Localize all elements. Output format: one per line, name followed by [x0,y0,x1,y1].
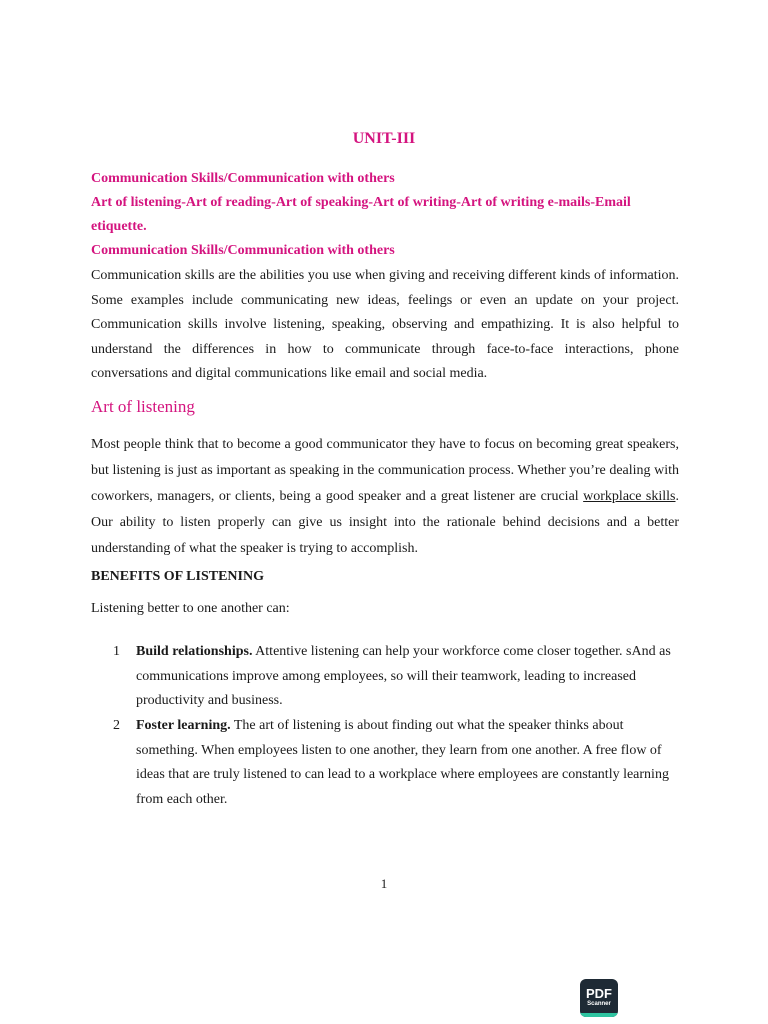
list-item-number: 2 [113,718,120,733]
topics-line: Art of listening-Art of reading-Art of speaking-Art of writing-Art of writing e-mails-Email etiquette. [91,195,631,234]
subheading-communication-skills-repeat: Communication Skills/Communication with others [91,243,395,258]
listening-paragraph-text-1: Most people think that to become a good communicator they have to focus on becoming great speakers, but listening is just as important as speaking in the communication process. Whether you’re dealing with coworkers, managers, or clients, being a good speaker and a great listener are crucial [91,437,679,504]
section-heading-art-of-listening: Art of listening [91,397,195,416]
pdf-scanner-logo-accent-bar [580,1013,618,1017]
workplace-skills-link[interactable]: workplace skills [583,489,676,504]
pdf-scanner-logo [580,979,618,1017]
list-item [113,714,673,812]
page-number: 1 [380,876,388,891]
list-item [113,640,673,714]
list-item-content [136,714,673,812]
list-item-number: 1 [113,644,120,659]
list-item-title: Build relationships. [136,644,253,659]
benefits-intro: Listening better to one another can: [91,601,290,616]
list-item-text: Attentive listening can help your workforce come closer together. sAnd as communications improve among employees, so will their teamwork, leading to increased productivity and business. [136,644,671,708]
listening-paragraph [91,432,679,562]
benefits-heading: BENEFITS OF LISTENING [91,569,264,584]
pdf-scanner-logo-top: PDF [586,986,612,1001]
subheading-communication-skills: Communication Skills/Communication with others [91,171,395,186]
pdf-scanner-logo-bottom: Scanner [587,1001,611,1007]
list-item-text: The art of listening is about finding out what the speaker thinks about something. When employees listen to one another, they learn from one another. A free flow of ideas that are truly listened to can lead to a workplace where employees are constantly learning from each other. [136,718,669,807]
list-item-title: Foster learning. [136,718,231,733]
listening-paragraph-text-2: . Our ability to listen properly can give us insight into the rationale behind decisions and a better understanding of what the speaker is trying to accomplish. [91,489,679,556]
list-item-content [136,640,673,714]
unit-title: UNIT-III [352,130,416,147]
intro-paragraph: Communication skills are the abilities you use when giving and receiving different kinds of information. Some examples include communicating new ideas, feelings or even an update on your project. Communication skills involve listening, speaking, observing and empathizing. It is also helpful to understand the differences in how to communicate through face-to-face interactions, phone conversations and digital communications like email and social media. [91,268,679,381]
